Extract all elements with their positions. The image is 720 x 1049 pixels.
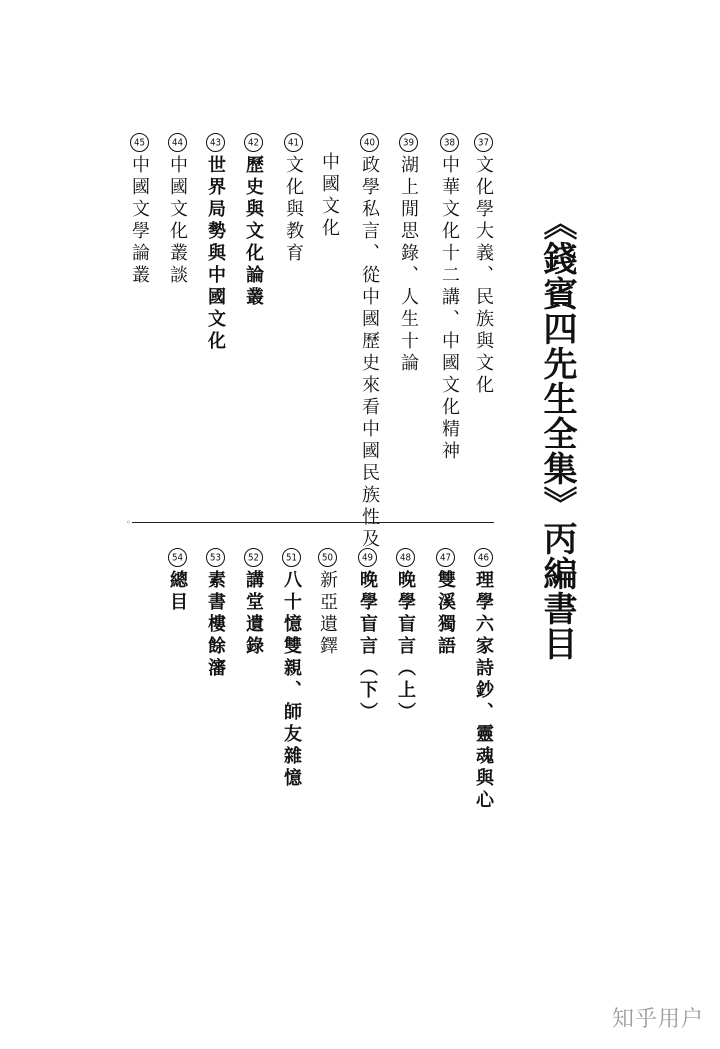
- entry-title: 八十憶雙親、師友雜憶: [281, 570, 302, 790]
- circled-number: 51: [282, 548, 301, 567]
- list-item: [282, 548, 301, 790]
- circled-number: 49: [358, 548, 377, 567]
- circled-number: 45: [130, 133, 149, 152]
- entry-title: 文化學大義、民族與文化: [473, 155, 494, 397]
- circled-number: 38: [440, 133, 459, 152]
- entry-title: 歷史與文化論叢: [243, 155, 264, 309]
- entry-title: 政學私言、從中國歷史來看中國民族性及: [359, 155, 380, 551]
- list-item: [206, 548, 225, 680]
- list-item: [358, 548, 377, 724]
- watermark-text: 知乎用户: [611, 1007, 704, 1032]
- circled-number: 43: [206, 133, 225, 152]
- list-item: [399, 133, 418, 375]
- circled-number: 48: [396, 548, 415, 567]
- list-item: [130, 133, 149, 287]
- circled-number: 53: [206, 548, 225, 567]
- entry-title: 理學六家詩鈔、靈魂與心: [473, 570, 494, 812]
- list-item: [168, 548, 187, 614]
- circled-number: 52: [244, 548, 263, 567]
- divider-mark: ◦: [126, 518, 131, 527]
- circled-number: 40: [360, 133, 379, 152]
- list-item: [206, 133, 225, 353]
- entry-title: 晚學盲言（下）: [357, 570, 378, 724]
- entry-title: 中華文化十二講、中國文化精神: [439, 155, 460, 463]
- list-item-continuation: [320, 152, 338, 240]
- entry-title: 素書樓餘瀋: [205, 570, 226, 680]
- list-item: [318, 548, 337, 658]
- circled-number: 42: [244, 133, 263, 152]
- list-item: [474, 133, 493, 397]
- list-item: [284, 133, 303, 265]
- list-item: [168, 133, 187, 287]
- entry-title: 中國文學論叢: [129, 155, 150, 287]
- circled-number: 47: [436, 548, 455, 567]
- entry-title: 總目: [167, 570, 188, 614]
- entry-title: 晚學盲言（上）: [395, 570, 416, 724]
- list-item: [360, 133, 379, 551]
- list-item: [474, 548, 493, 812]
- circled-number: 39: [399, 133, 418, 152]
- circled-number: 54: [168, 548, 187, 567]
- page-title: 《錢賓四先生全集》丙編書目: [537, 206, 577, 661]
- circled-number: 44: [168, 133, 187, 152]
- entry-title: 世界局勢與中國文化: [205, 155, 226, 353]
- list-item: [396, 548, 415, 724]
- circled-number: 41: [284, 133, 303, 152]
- circled-number: 50: [318, 548, 337, 567]
- circled-number: 37: [474, 133, 493, 152]
- entry-title: 文化與教育: [283, 155, 304, 265]
- entry-title: 新亞遺鐸: [317, 570, 338, 658]
- entry-title: 雙溪獨語: [435, 570, 456, 658]
- entry-title: 中國文化: [319, 152, 340, 240]
- list-item: [436, 548, 455, 658]
- entry-title: 講堂遺錄: [243, 570, 264, 658]
- list-item: [244, 133, 263, 309]
- list-item: [244, 548, 263, 658]
- entry-title: 中國文化叢談: [167, 155, 188, 287]
- section-divider: [132, 522, 494, 523]
- entry-title: 湖上閒思錄、人生十論: [398, 155, 419, 375]
- list-item: [440, 133, 459, 463]
- circled-number: 46: [474, 548, 493, 567]
